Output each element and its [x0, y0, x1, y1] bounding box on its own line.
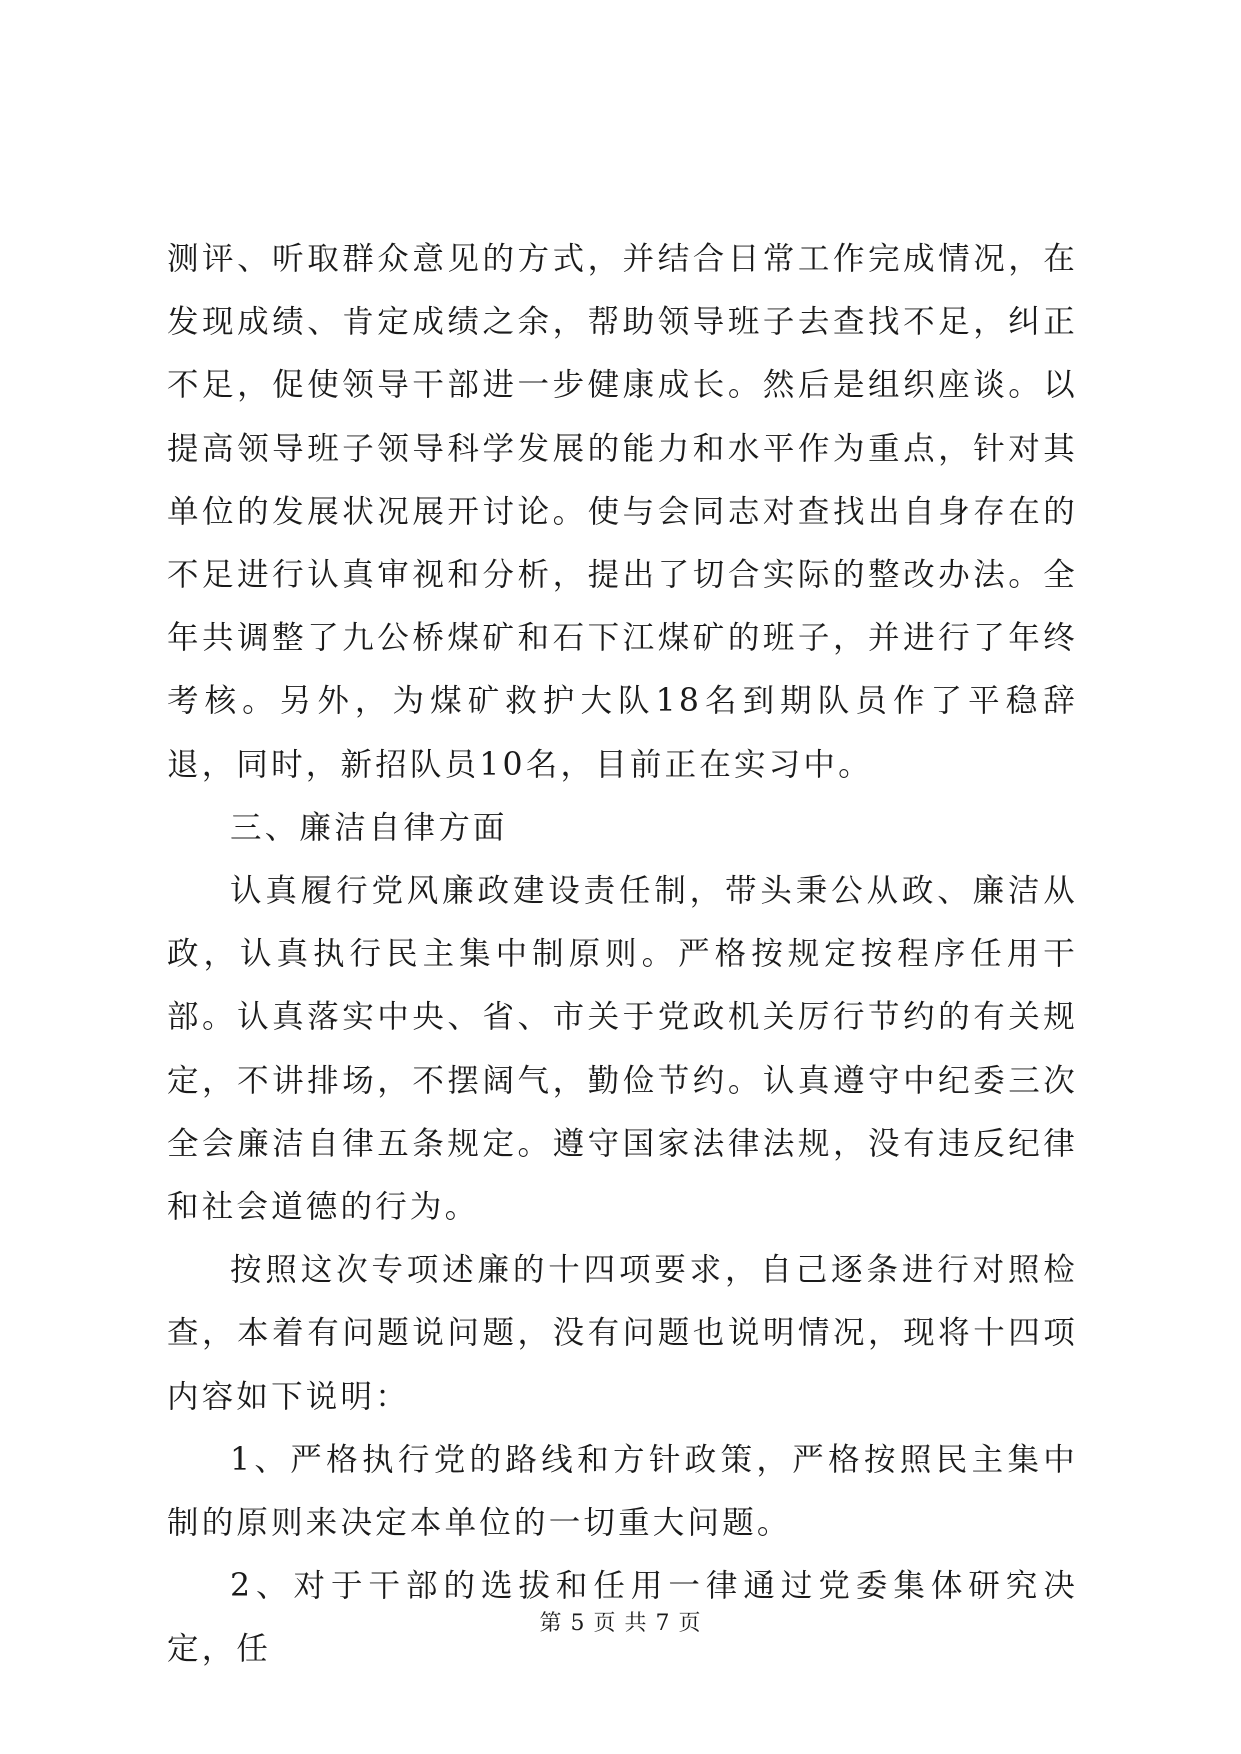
document-body — [167, 228, 1078, 1682]
page-number-footer: 第 5 页 共 7 页 — [539, 1611, 702, 1636]
paragraph-assessment-continuation: 测评、听取群众意见的方式，并结合日常工作完成情况，在发现成绩、肯定成绩之余，帮助领导班子去查找不足，纠正不足，促使领导干部进一步健康成长。然后是组织座谈。以提高领导班子领导科学发展的能力和水平作为重点，针对其单位的发展状况展开讨论。使与会同志对查找出自身存在的不足进行认真审视和分析，提出了切合实际的整改办法。全年共调整了九公桥煤矿和石下江煤矿的班子，并进行了年终考核。另外，为煤矿救护大队18名到期队员作了平稳辞退，同时，新招队员10名，目前正在实习中。 — [167, 241, 1078, 783]
paragraph-integrity-duties: 认真履行党风廉政建设责任制，带头秉公从政、廉洁从政，认真执行民主集中制原则。严格按规定按程序任用干部。认真落实中央、省、市关于党政机关厉行节约的有关规定，不讲排场，不摆阔气，勤俭节约。认真遵守中纪委三次全会廉洁自律五条规定。遵守国家法律法规，没有违反纪律和社会道德的行为。 — [167, 873, 1078, 1226]
list-item-2: 2、对于干部的选拔和任用一律通过党委集体研究决定，任 — [167, 1568, 1078, 1668]
section-heading-integrity: 三、廉洁自律方面 — [230, 809, 508, 846]
list-item-1: 1、严格执行党的路线和方针政策，严格按照民主集中制的原则来决定本单位的一切重大问题。 — [167, 1441, 1078, 1542]
paragraph-fourteen-items-intro: 按照这次专项述廉的十四项要求，自己逐条进行对照检查，本着有问题说问题，没有问题也说明情况，现将十四项内容如下说明： — [167, 1252, 1078, 1415]
